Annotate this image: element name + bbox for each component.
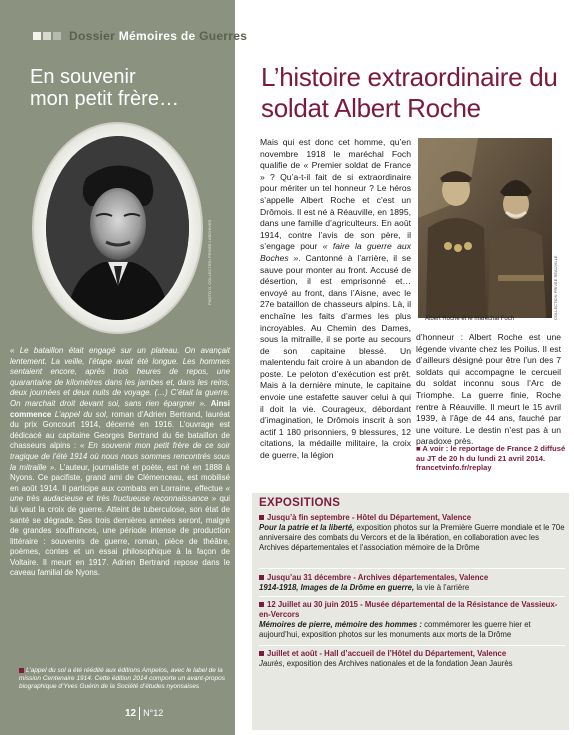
sidebar-title [30, 66, 230, 110]
bullet-square-icon [19, 668, 24, 673]
header-square-icon [33, 32, 41, 40]
kicker-memoires: Mémoires de [118, 29, 200, 43]
sidebar-title-line2: mon petit frère… [30, 88, 179, 110]
quote-book-title: L’appel du sol [54, 409, 106, 419]
expo-divider [259, 596, 565, 597]
header-square-icon [43, 32, 51, 40]
expo-item-text: commémorer les guerre hier et aujourd’hui, exposition photos sur les monuments aux morts de la Drôme [259, 620, 531, 639]
expo-item-head [259, 600, 565, 620]
expo-item [259, 513, 565, 553]
quote-body: . L’auteur, journaliste et poète, est né en 1888 à Nyons. Ce pacifiste, grand ami de Clémenceau, est mobilisé en août 1914. Il participe aux combats en Lorraine, effectue [10, 462, 230, 493]
expo-item-title: 1914-1918, Images de la Drôme en guerre, [259, 583, 415, 592]
a-voir-text: A voir : le reportage de France 2 diffusé au JT de 20 h du lundi 21 avril 2014. [416, 444, 566, 463]
header-square-icon [53, 32, 61, 40]
sidebar-quote [10, 346, 230, 579]
expo-item-date-place: 12 Juillet au 30 juin 2015 - Musée départemental de la Résistance de Vassieux-en-Vercors [259, 600, 558, 619]
expo-item-date-place: Jusqu’à fin septembre - Hôtel du Département, Valence [267, 513, 472, 522]
section-kicker [69, 29, 247, 43]
expo-item-head [259, 573, 565, 583]
quote-opening: « Le bataillon était engagé sur un plateau. On avançait lentement. La veille, l’étape avait été longue. Les hommes sentaient encore, après trois heures de repos, une quarantaine de kilomètres dans les jambes et, dans les reins, deux journées et deux nuits de voyage. (…) C’était la guerre. On marchait droit devant soi, sans rien épargner ». [10, 346, 230, 408]
kicker-dossier: Dossier [69, 29, 119, 43]
article-headline: L’histoire extraordinaire du soldat Albert Roche [261, 62, 558, 123]
expositions-title: EXPOSITIONS [259, 497, 341, 509]
expo-item-title: Jaurès [259, 659, 283, 668]
expo-item-text: , exposition des Archives nationales et de la fondation Jean Jaurès [282, 659, 513, 668]
bullet-square-icon: ■ [416, 444, 423, 453]
quote-citation: « une très audacieuse et très fructueuse reconnaissance » [10, 483, 230, 504]
article-photo [418, 138, 552, 318]
portrait-photo [46, 136, 189, 320]
article-body-column1 [260, 137, 411, 462]
expo-item-text: la vie à l’arrière [414, 583, 470, 592]
sidebar-footnote [19, 667, 225, 692]
footnote-text: a été réédité aux éditions Ampelos, avec le label de la mission Centenaire 1914. Cette édition 2014 comporte un avant-propos biographique d’Yves Guérin de la Société d’études nyonsaises [19, 667, 225, 691]
expo-item-title: Mémoires de pierre, mémoire des hommes : [259, 620, 422, 629]
quote-body: qui lui vaut la croix de guerre. Atteint de tuberculose, son état de santé se dégrade. Ses trois dernières années seront, malgré de grandes souffrances, une période intense de production littéraire : souvenirs de guerre, roman, pièce de théâtre, poèmes, contes et un essai philosophique à la façon de Voltaire. Il meurt en 1917. Adrien Bertrand repose dans le caveau familial de Nyons. [10, 494, 230, 578]
article-body-text: . Cantonné à l’arrière, il se sauve pour monter au front. Accusé de désertion, il est emprisonné et… envoyé au front, dans l’Aisne, avec le 27e bataillon de chasseurs alpins. Là, il enchaîne les faits d’armes les plus incroyables. Au Chemin des Dames, sous la mitraille, il se porte au secours de son capitaine blessé. Un malentendu fait croire à un abandon de poste. Le peloton d’exécution est prêt. Mais à la dernière minute, le capitaine envoie une estafette sauver celui à qui il doit la vie. Courageux, débordant d’imagination, le Drômois inscrit à son actif 1 180 prisonniers, 9 blessures, 12 citations, la médaille militaire, la croix de guerre, la légion [260, 252, 411, 461]
expo-item-date-place: Jusqu’au 31 décembre - Archives départementales, Valence [267, 573, 489, 582]
kicker-guerres: Guerres [199, 29, 248, 43]
expo-item-title: Pour la patrie et la liberté, [259, 523, 355, 532]
article-body-text: Mais qui est donc cet homme, qu’en novembre 1918 le maréchal Foch qualifie de « Premier soldat de France » ? Qu’a-t-il fait de si extraordinaire pour mériter un tel honneur ? Le héros s’appelle Albert Roche et c’est un Drômois. Il est né à Réauville, en 1895, dans une famille d’agriculteurs. En août 1914, contre l’avis de son père, il s’engage pour [260, 137, 411, 252]
article-body-quote: « faire la guerre aux Boches » [260, 241, 412, 263]
expo-item [259, 600, 565, 640]
page-number [125, 705, 163, 721]
article-body-column2: d’honneur : Albert Roche est une légende vivante chez les Poilus. Il est d’ailleurs désigné pour être l’un des 7 soldats qui accompagne le cercueil du soldat inconnu sous l’Arc de Triomphe. La guerre finie, Roche rentre à Réauville. Il meurt le 15 avril 1939, à l’âge de 44 ans, fauché par une voiture. Le destin n’est pas à un paradoxe près. [416, 332, 561, 447]
quote-body: , roman d’Adrien Bertrand, lauréat du prix Goncourt 1914, décerné en 1916. L’ouvrage est dédicacé au capitaine Georges Bertrand du 6e bataillon de chasseurs alpins : [10, 409, 231, 451]
bullet-square-icon [259, 602, 264, 607]
expo-item-date-place: Juillet et août - Hall d’accueil de l’Hôtel du Département, Valence [267, 649, 507, 658]
issue-number: N°12 [143, 708, 164, 718]
page-separator [139, 707, 140, 720]
expo-divider [259, 568, 565, 569]
expo-item-head [259, 513, 565, 523]
a-voir-note [416, 444, 566, 473]
expo-item [259, 573, 565, 593]
bullet-square-icon [259, 515, 264, 520]
sidebar-title-line1: En souvenir [30, 66, 136, 88]
expo-item-text: exposition photos sur la Première Guerre mondiale et le 70e anniversaire des combats du Vercors et de la libération, en collaboration avec les Archives départementales et l’association mémoire de la Drôme [259, 523, 565, 552]
expo-item-head [259, 649, 565, 659]
bullet-square-icon [259, 651, 264, 656]
page-number-value: 12 [125, 707, 137, 719]
photo-caption: Albert Roche et le maréchal Foch [425, 316, 515, 322]
portrait-credit: PHOTO D. COLLECTION PRIVÉE / ARCHIVES [207, 219, 212, 305]
a-voir-link[interactable]: francetvinfo.fr/replay [416, 463, 492, 473]
section-header [0, 28, 574, 44]
footnote-book-title: L’appel du sol [26, 667, 66, 674]
quote-dedication: « En souvenir mon petit frère de ce soir tragique de l’été 1914 où nous nous sommes rencontrés sous la mitraille » [10, 441, 230, 472]
photo-credit: COLLECTION PRIVÉE RÉAUVILLE [553, 255, 558, 320]
expo-item [259, 649, 565, 669]
bullet-square-icon [259, 575, 264, 580]
expo-divider [259, 645, 565, 646]
quote-body: Ainsi commence [10, 398, 230, 419]
